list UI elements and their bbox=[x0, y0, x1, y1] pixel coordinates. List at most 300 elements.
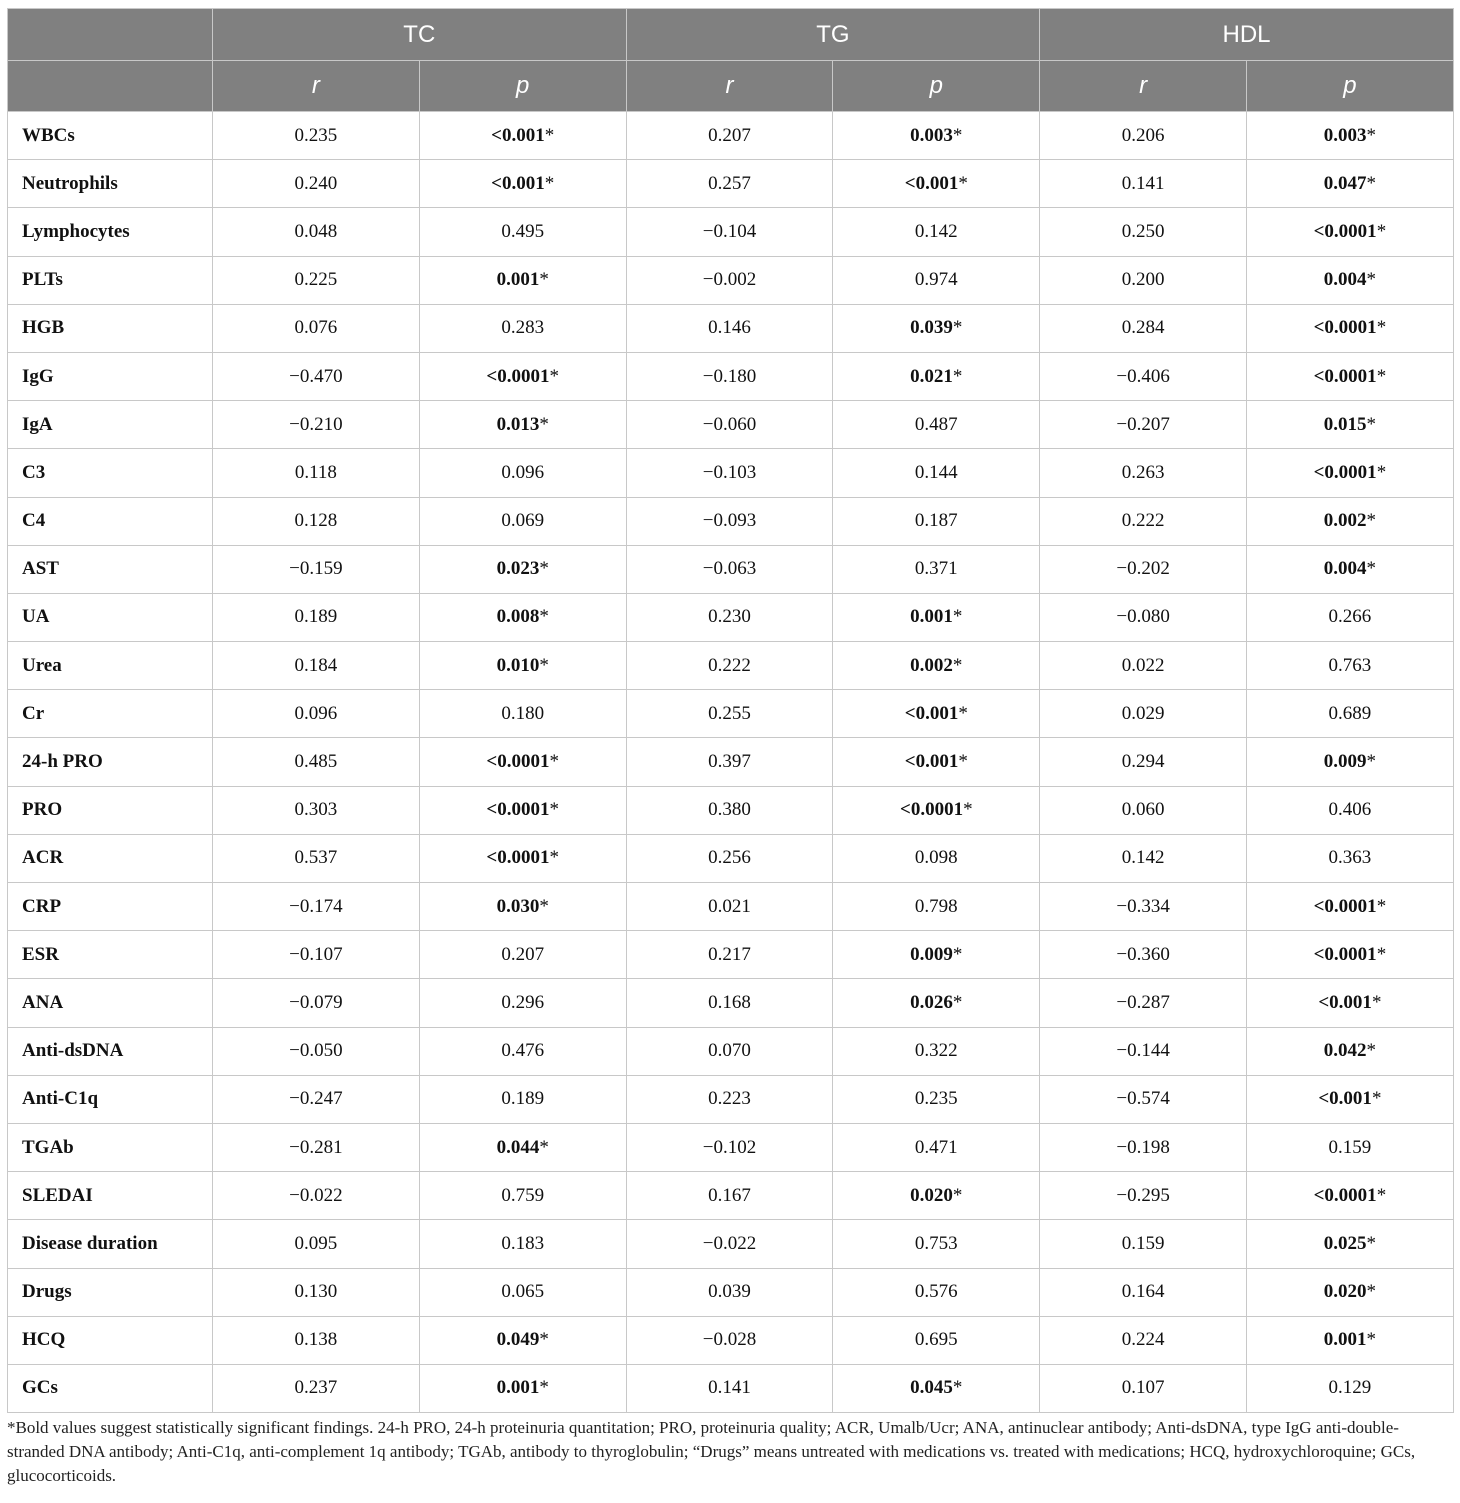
significant-value: 0.023 bbox=[496, 558, 540, 580]
cell-value: 0.189 bbox=[501, 1088, 545, 1110]
cell-value: 0.759 bbox=[501, 1184, 545, 1206]
r-value-cell bbox=[626, 1316, 833, 1364]
r-value-cell bbox=[1040, 545, 1247, 593]
significance-marker: * bbox=[544, 172, 555, 194]
table-row bbox=[8, 401, 1454, 449]
p-value-cell bbox=[1247, 1268, 1454, 1316]
p-value-cell bbox=[1247, 304, 1454, 352]
row-label: ACR bbox=[8, 834, 213, 882]
cell-value: −0.159 bbox=[289, 558, 343, 580]
row-label: PRO bbox=[8, 786, 213, 834]
row-label: IgG bbox=[8, 352, 213, 400]
p-value-cell bbox=[833, 1123, 1040, 1171]
p-value-cell bbox=[419, 449, 626, 497]
significance-marker: * bbox=[952, 943, 963, 965]
significant-value: 0.001 bbox=[496, 1377, 540, 1399]
p-value-cell bbox=[833, 1220, 1040, 1268]
p-value-cell bbox=[1247, 834, 1454, 882]
r-value-cell bbox=[213, 304, 420, 352]
p-value-cell bbox=[419, 979, 626, 1027]
r-value-cell bbox=[213, 401, 420, 449]
p-value-cell bbox=[1247, 690, 1454, 738]
r-value-cell bbox=[213, 1364, 420, 1412]
r-value-cell bbox=[213, 786, 420, 834]
r-value-cell bbox=[1040, 1220, 1247, 1268]
p-value-cell bbox=[419, 401, 626, 449]
r-value-cell bbox=[626, 1123, 833, 1171]
r-value-cell bbox=[213, 1172, 420, 1220]
cell-value: 0.223 bbox=[708, 1088, 751, 1110]
p-value-cell bbox=[419, 1220, 626, 1268]
r-value-cell bbox=[626, 883, 833, 931]
significance-marker: * bbox=[1376, 461, 1387, 483]
cell-value: 0.495 bbox=[501, 220, 545, 242]
significant-value: <0.0001 bbox=[486, 847, 550, 869]
p-value-cell bbox=[419, 883, 626, 931]
row-label: Disease duration bbox=[8, 1220, 213, 1268]
cell-value: 0.263 bbox=[1121, 461, 1165, 483]
significance-marker: * bbox=[539, 895, 549, 917]
p-value-cell bbox=[833, 1075, 1040, 1123]
r-value-cell bbox=[626, 160, 833, 208]
r-value-cell bbox=[1040, 160, 1247, 208]
cell-value: −0.334 bbox=[1116, 895, 1170, 917]
row-label: PLTs bbox=[8, 256, 213, 304]
table-row bbox=[8, 786, 1454, 834]
cell-value: −0.360 bbox=[1116, 943, 1170, 965]
significance-marker: * bbox=[1366, 172, 1377, 194]
p-value-cell bbox=[833, 1268, 1040, 1316]
table-row bbox=[8, 1364, 1454, 1412]
header-sub-tg-r: r bbox=[626, 61, 833, 112]
cell-value: 0.096 bbox=[501, 461, 545, 483]
p-value-cell bbox=[419, 931, 626, 979]
p-value-cell bbox=[833, 690, 1040, 738]
cell-value: 0.303 bbox=[294, 799, 338, 821]
table-row bbox=[8, 883, 1454, 931]
cell-value: 0.406 bbox=[1328, 799, 1372, 821]
significant-value: 0.004 bbox=[1323, 558, 1367, 580]
cell-value: 0.294 bbox=[1121, 751, 1165, 773]
p-value-cell bbox=[1247, 593, 1454, 641]
cell-value: 0.240 bbox=[294, 172, 338, 194]
p-value-cell bbox=[1247, 497, 1454, 545]
cell-value: 0.076 bbox=[294, 317, 338, 339]
cell-value: 0.128 bbox=[294, 510, 338, 532]
p-value-cell bbox=[833, 979, 1040, 1027]
significant-value: 0.047 bbox=[1323, 172, 1367, 194]
significance-marker: * bbox=[549, 751, 559, 773]
cell-value: 0.187 bbox=[914, 510, 958, 532]
p-value-cell bbox=[833, 1364, 1040, 1412]
cell-value: 0.200 bbox=[1121, 269, 1165, 291]
row-label: ANA bbox=[8, 979, 213, 1027]
cell-value: −0.210 bbox=[289, 413, 343, 435]
significant-value: <0.0001 bbox=[1313, 220, 1377, 242]
significance-marker: * bbox=[539, 1136, 549, 1158]
cell-value: −0.104 bbox=[702, 220, 757, 242]
r-value-cell bbox=[626, 642, 833, 690]
row-label: Cr bbox=[8, 690, 213, 738]
r-value-cell bbox=[626, 208, 833, 256]
table-row bbox=[8, 1123, 1454, 1171]
significance-marker: * bbox=[549, 365, 559, 387]
cell-value: −0.281 bbox=[289, 1136, 343, 1158]
p-value-cell bbox=[833, 834, 1040, 882]
significant-value: <0.0001 bbox=[1313, 461, 1377, 483]
p-value-cell bbox=[419, 545, 626, 593]
cell-value: 0.029 bbox=[1121, 702, 1165, 724]
p-value-cell bbox=[1247, 1220, 1454, 1268]
row-label: WBCs bbox=[8, 112, 213, 160]
significant-value: 0.013 bbox=[496, 413, 540, 435]
cell-value: 0.371 bbox=[914, 558, 958, 580]
p-value-cell bbox=[419, 1123, 626, 1171]
cell-value: −0.174 bbox=[289, 895, 343, 917]
significant-value: <0.0001 bbox=[486, 751, 550, 773]
p-value-cell bbox=[1247, 1123, 1454, 1171]
cell-value: 0.798 bbox=[914, 895, 958, 917]
p-value-cell bbox=[419, 786, 626, 834]
significant-value: <0.0001 bbox=[1313, 943, 1377, 965]
p-value-cell bbox=[833, 1172, 1040, 1220]
significance-marker: * bbox=[1376, 943, 1387, 965]
p-value-cell bbox=[833, 738, 1040, 786]
r-value-cell bbox=[213, 738, 420, 786]
significant-value: 0.044 bbox=[496, 1136, 540, 1158]
cell-value: 0.180 bbox=[501, 702, 545, 724]
r-value-cell bbox=[626, 834, 833, 882]
significance-marker: * bbox=[1376, 895, 1387, 917]
significant-value: 0.001 bbox=[496, 269, 540, 291]
p-value-cell bbox=[833, 642, 1040, 690]
cell-value: −0.060 bbox=[702, 413, 757, 435]
r-value-cell bbox=[213, 834, 420, 882]
cell-value: 0.257 bbox=[708, 172, 751, 194]
p-value-cell bbox=[1247, 401, 1454, 449]
r-value-cell bbox=[626, 497, 833, 545]
significance-marker: * bbox=[1376, 317, 1387, 339]
row-label: Lymphocytes bbox=[8, 208, 213, 256]
p-value-cell bbox=[833, 401, 1040, 449]
p-value-cell bbox=[1247, 1027, 1454, 1075]
significance-marker: * bbox=[1366, 751, 1377, 773]
significance-marker: * bbox=[1371, 991, 1382, 1013]
significance-marker: * bbox=[952, 365, 963, 387]
r-value-cell bbox=[626, 352, 833, 400]
p-value-cell bbox=[1247, 256, 1454, 304]
cell-value: 0.096 bbox=[294, 702, 338, 724]
significance-marker: * bbox=[958, 751, 968, 773]
cell-value: −0.202 bbox=[1116, 558, 1170, 580]
cell-value: 0.363 bbox=[1328, 847, 1372, 869]
significant-value: 0.020 bbox=[910, 1184, 953, 1206]
cell-value: 0.070 bbox=[708, 1040, 751, 1062]
p-value-cell bbox=[419, 690, 626, 738]
cell-value: 0.217 bbox=[708, 943, 751, 965]
p-value-cell bbox=[1247, 642, 1454, 690]
p-value-cell bbox=[1247, 449, 1454, 497]
p-value-cell bbox=[833, 112, 1040, 160]
row-label: IgA bbox=[8, 401, 213, 449]
cell-value: 0.095 bbox=[294, 1232, 338, 1254]
cell-value: −0.079 bbox=[289, 991, 343, 1013]
significance-marker: * bbox=[1366, 1040, 1377, 1062]
cell-value: 0.255 bbox=[708, 702, 751, 724]
r-value-cell bbox=[1040, 208, 1247, 256]
significant-value: <0.001 bbox=[1318, 991, 1372, 1013]
significant-value: 0.009 bbox=[910, 943, 953, 965]
cell-value: 0.222 bbox=[708, 654, 751, 676]
significance-marker: * bbox=[952, 317, 963, 339]
cell-value: 0.164 bbox=[1121, 1281, 1165, 1303]
table-row bbox=[8, 690, 1454, 738]
p-value-cell bbox=[1247, 352, 1454, 400]
cell-value: −0.247 bbox=[289, 1088, 343, 1110]
cell-value: 0.476 bbox=[501, 1040, 545, 1062]
r-value-cell bbox=[1040, 1172, 1247, 1220]
cell-value: 0.471 bbox=[914, 1136, 958, 1158]
r-value-cell bbox=[1040, 1123, 1247, 1171]
significance-marker: * bbox=[544, 124, 555, 146]
significant-value: <0.001 bbox=[904, 751, 959, 773]
table-row bbox=[8, 738, 1454, 786]
table-body bbox=[8, 112, 1454, 1413]
significant-value: <0.0001 bbox=[1313, 365, 1377, 387]
r-value-cell bbox=[626, 593, 833, 641]
p-value-cell bbox=[419, 160, 626, 208]
r-value-cell bbox=[1040, 979, 1247, 1027]
row-label: Anti-C1q bbox=[8, 1075, 213, 1123]
table-row bbox=[8, 1172, 1454, 1220]
p-value-cell bbox=[419, 497, 626, 545]
significant-value: 0.045 bbox=[910, 1377, 953, 1399]
table-row bbox=[8, 256, 1454, 304]
significant-value: <0.0001 bbox=[1313, 1184, 1377, 1206]
r-value-cell bbox=[626, 979, 833, 1027]
r-value-cell bbox=[626, 1075, 833, 1123]
cell-value: 0.048 bbox=[294, 220, 338, 242]
r-value-cell bbox=[626, 1268, 833, 1316]
significance-marker: * bbox=[539, 269, 549, 291]
r-value-cell bbox=[1040, 690, 1247, 738]
significance-marker: * bbox=[539, 606, 549, 628]
cell-value: 0.098 bbox=[914, 847, 958, 869]
r-value-cell bbox=[213, 1220, 420, 1268]
significant-value: 0.025 bbox=[1323, 1232, 1367, 1254]
table-row bbox=[8, 931, 1454, 979]
significant-value: 0.004 bbox=[1323, 269, 1367, 291]
row-label: Neutrophils bbox=[8, 160, 213, 208]
r-value-cell bbox=[213, 256, 420, 304]
r-value-cell bbox=[213, 979, 420, 1027]
cell-value: −0.574 bbox=[1116, 1088, 1170, 1110]
p-value-cell bbox=[419, 593, 626, 641]
significance-marker: * bbox=[1366, 1329, 1377, 1351]
p-value-cell bbox=[1247, 160, 1454, 208]
cell-value: 0.225 bbox=[294, 269, 338, 291]
significance-marker: * bbox=[1366, 558, 1377, 580]
header-sub-tg-p: p bbox=[833, 61, 1040, 112]
table-row bbox=[8, 1075, 1454, 1123]
p-value-cell bbox=[833, 449, 1040, 497]
table-footnote: *Bold values suggest statistically significant findings. 24-h PRO, 24-h proteinuria quantitation; PRO, proteinuria quality; ACR, Umalb/Ucr; ANA, antinuclear antibody; Anti-dsDNA, type IgG anti-double-stranded DNA antibody; Anti-C1q, anti-complement 1q antibody; TGAb, antibody to thyroglobulin; “Drugs” means untreated with medications vs. treated with medications; HCQ, hydroxychloroquine; GCs, glucocorticoids. bbox=[7, 1418, 1416, 1485]
row-label: TGAb bbox=[8, 1123, 213, 1171]
table-row bbox=[8, 1027, 1454, 1075]
r-value-cell bbox=[1040, 1268, 1247, 1316]
r-value-cell bbox=[1040, 304, 1247, 352]
significance-marker: * bbox=[1366, 269, 1377, 291]
p-value-cell bbox=[419, 1172, 626, 1220]
cell-value: −0.198 bbox=[1116, 1136, 1170, 1158]
significant-value: 0.042 bbox=[1323, 1040, 1367, 1062]
cell-value: 0.168 bbox=[708, 991, 751, 1013]
r-value-cell bbox=[1040, 738, 1247, 786]
row-label: 24-h PRO bbox=[8, 738, 213, 786]
cell-value: 0.159 bbox=[1121, 1232, 1165, 1254]
significant-value: <0.001 bbox=[491, 124, 545, 146]
r-value-cell bbox=[626, 1027, 833, 1075]
significant-value: <0.001 bbox=[491, 172, 545, 194]
cell-value: −0.063 bbox=[702, 558, 757, 580]
cell-value: 0.206 bbox=[1121, 124, 1165, 146]
p-value-cell bbox=[419, 1364, 626, 1412]
significance-marker: * bbox=[952, 991, 963, 1013]
cell-value: 0.237 bbox=[294, 1377, 338, 1399]
p-value-cell bbox=[833, 497, 1040, 545]
table-row bbox=[8, 545, 1454, 593]
significant-value: 0.009 bbox=[1323, 751, 1367, 773]
significant-value: 0.001 bbox=[1323, 1329, 1367, 1351]
r-value-cell bbox=[626, 786, 833, 834]
r-value-cell bbox=[626, 449, 833, 497]
significant-value: <0.0001 bbox=[486, 799, 550, 821]
significance-marker: * bbox=[952, 606, 963, 628]
p-value-cell bbox=[833, 786, 1040, 834]
row-label: Urea bbox=[8, 642, 213, 690]
table-row bbox=[8, 112, 1454, 160]
table-row bbox=[8, 160, 1454, 208]
r-value-cell bbox=[626, 256, 833, 304]
table-row bbox=[8, 497, 1454, 545]
cell-value: 0.167 bbox=[708, 1184, 751, 1206]
cell-value: −0.028 bbox=[702, 1329, 757, 1351]
r-value-cell bbox=[213, 352, 420, 400]
r-value-cell bbox=[213, 1268, 420, 1316]
cell-value: 0.039 bbox=[708, 1281, 751, 1303]
cell-value: 0.069 bbox=[501, 510, 545, 532]
row-label: GCs bbox=[8, 1364, 213, 1412]
r-value-cell bbox=[213, 883, 420, 931]
significant-value: <0.0001 bbox=[1313, 895, 1377, 917]
cell-value: 0.380 bbox=[708, 799, 751, 821]
cell-value: −0.093 bbox=[702, 510, 757, 532]
r-value-cell bbox=[1040, 1027, 1247, 1075]
table-row bbox=[8, 1268, 1454, 1316]
table-row bbox=[8, 304, 1454, 352]
significance-marker: * bbox=[1366, 1232, 1377, 1254]
p-value-cell bbox=[833, 1316, 1040, 1364]
r-value-cell bbox=[1040, 593, 1247, 641]
cell-value: −0.080 bbox=[1116, 606, 1170, 628]
cell-value: 0.142 bbox=[1121, 847, 1165, 869]
row-label: UA bbox=[8, 593, 213, 641]
correlation-table bbox=[7, 8, 1454, 1413]
significance-marker: * bbox=[539, 558, 549, 580]
cell-value: 0.224 bbox=[1121, 1329, 1165, 1351]
significance-marker: * bbox=[1366, 413, 1377, 435]
row-label: SLEDAI bbox=[8, 1172, 213, 1220]
row-label: HGB bbox=[8, 304, 213, 352]
significance-marker: * bbox=[1366, 510, 1377, 532]
significant-value: <0.0001 bbox=[1313, 317, 1377, 339]
cell-value: 0.284 bbox=[1121, 317, 1165, 339]
cell-value: 0.689 bbox=[1328, 702, 1372, 724]
p-value-cell bbox=[833, 545, 1040, 593]
cell-value: 0.397 bbox=[708, 751, 751, 773]
cell-value: 0.256 bbox=[708, 847, 751, 869]
significant-value: 0.003 bbox=[910, 124, 953, 146]
p-value-cell bbox=[1247, 545, 1454, 593]
significance-marker: * bbox=[539, 413, 549, 435]
significant-value: 0.003 bbox=[1323, 124, 1367, 146]
r-value-cell bbox=[1040, 352, 1247, 400]
table-row bbox=[8, 1220, 1454, 1268]
r-value-cell bbox=[626, 401, 833, 449]
row-label: C3 bbox=[8, 449, 213, 497]
r-value-cell bbox=[213, 1123, 420, 1171]
cell-value: 0.250 bbox=[1121, 220, 1165, 242]
cell-value: −0.103 bbox=[702, 461, 757, 483]
row-label: ESR bbox=[8, 931, 213, 979]
row-label: HCQ bbox=[8, 1316, 213, 1364]
p-value-cell bbox=[419, 1268, 626, 1316]
p-value-cell bbox=[419, 834, 626, 882]
r-value-cell bbox=[626, 545, 833, 593]
significance-marker: * bbox=[1366, 1281, 1377, 1303]
cell-value: 0.753 bbox=[914, 1232, 958, 1254]
p-value-cell bbox=[419, 256, 626, 304]
header-sub-hdl-r: r bbox=[1040, 61, 1247, 112]
r-value-cell bbox=[213, 497, 420, 545]
cell-value: 0.537 bbox=[294, 847, 338, 869]
significant-value: <0.001 bbox=[1318, 1088, 1372, 1110]
r-value-cell bbox=[213, 208, 420, 256]
significance-marker: * bbox=[952, 654, 963, 676]
p-value-cell bbox=[419, 1316, 626, 1364]
row-label: C4 bbox=[8, 497, 213, 545]
cell-value: 0.222 bbox=[1121, 510, 1165, 532]
table-row bbox=[8, 449, 1454, 497]
cell-value: −0.002 bbox=[702, 269, 757, 291]
r-value-cell bbox=[1040, 401, 1247, 449]
header-sub-row bbox=[8, 61, 1454, 112]
table-row bbox=[8, 208, 1454, 256]
significance-marker: * bbox=[1376, 220, 1387, 242]
r-value-cell bbox=[213, 1316, 420, 1364]
cell-value: −0.406 bbox=[1116, 365, 1170, 387]
cell-value: −0.022 bbox=[289, 1184, 343, 1206]
cell-value: 0.322 bbox=[914, 1040, 958, 1062]
cell-value: −0.295 bbox=[1116, 1184, 1170, 1206]
cell-value: 0.695 bbox=[914, 1329, 958, 1351]
cell-value: 0.142 bbox=[914, 220, 958, 242]
cell-value: 0.107 bbox=[1121, 1377, 1165, 1399]
cell-value: 0.146 bbox=[708, 317, 751, 339]
p-value-cell bbox=[419, 642, 626, 690]
significance-marker: * bbox=[549, 799, 559, 821]
p-value-cell bbox=[419, 352, 626, 400]
